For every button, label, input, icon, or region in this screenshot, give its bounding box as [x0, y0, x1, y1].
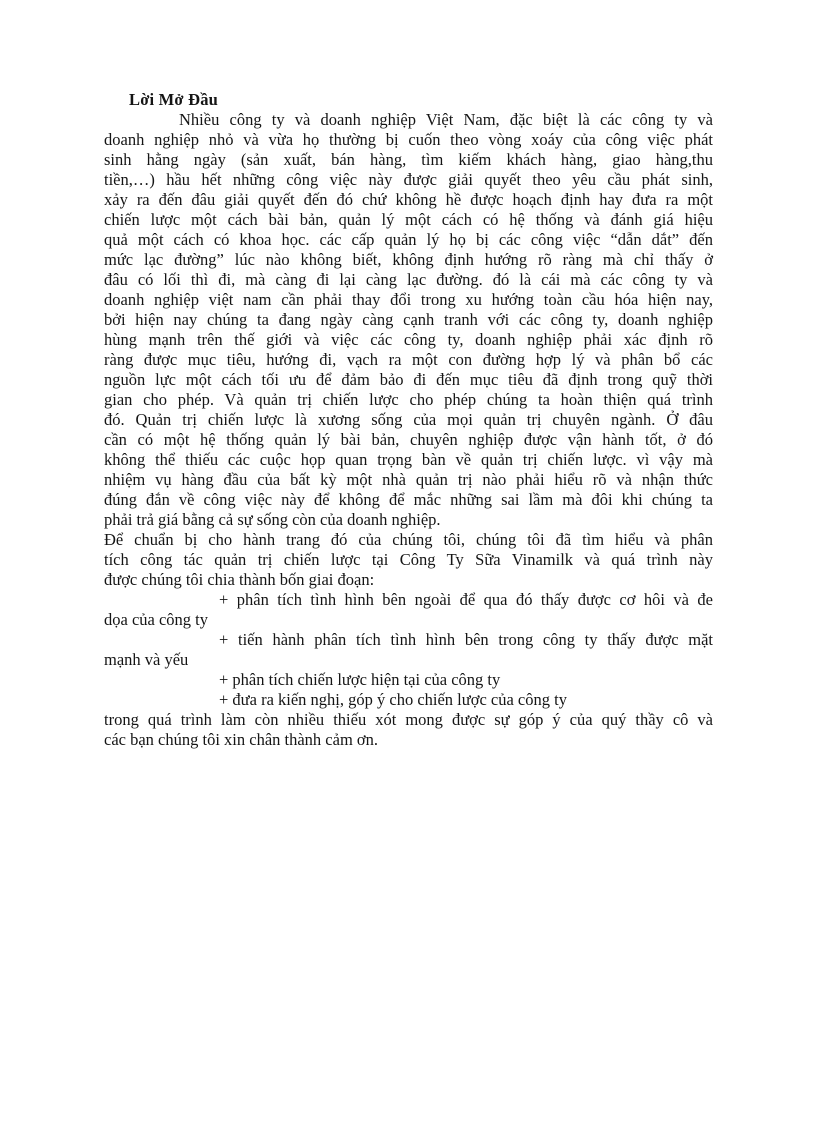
text-line: dọa của công ty: [104, 610, 209, 629]
text-line: gian cho phép. Và quản trị chiến lược cho phép chúng ta hoàn thiện quá trình: [104, 390, 713, 409]
text-line: đâu có lối thì đi, mà càng đi lại càng lạc đường. đó là cái mà các công ty và: [104, 270, 713, 289]
page-title: Lời Mở Đầu: [129, 90, 219, 109]
text-line: nhiệm vụ hàng đầu của bất kỳ một nhà quản trị nào phải hiểu rõ và nhận thức: [104, 470, 713, 489]
text-line: cần có một hệ thống quản lý bài bản, chuyên nghiệp được vận hành tốt, ở đó: [104, 430, 713, 449]
text-line: tiền,…) hầu hết những công việc này được giải quyết theo yêu cầu phát sinh,: [104, 170, 713, 189]
text-line: xảy ra đến đâu giải quyết đến đó chứ không hề được hoạch định hay đưa ra một: [104, 190, 713, 209]
text-line: doanh nghiệp việt nam cần phải thay đổi trong xu hướng toàn cầu hóa hiện nay,: [104, 290, 713, 309]
document-text: [104, 90, 713, 750]
text-line: + đưa ra kiến nghị, góp ý cho chiến lược của công ty: [219, 690, 567, 709]
text-line: sinh hằng ngày (sản xuất, bán hàng, tìm kiếm khách hàng, giao hàng,thu: [104, 150, 713, 169]
text-line: hùng mạnh trên thế giới và việc các công ty, doanh nghiệp phải xác định rõ: [104, 330, 713, 349]
text-line: mức lạc đường” lúc nào không biết, không định hướng rõ ràng mà chỉ thấy ở: [104, 250, 713, 269]
text-line: được chúng tôi chia thành bốn giai đoạn:: [104, 570, 375, 589]
text-line: đúng đắn về công việc này để không để mắc những sai lầm mà đôi khi chúng ta: [104, 490, 713, 509]
text-line: không thể thiếu các cuộc họp quan trọng bàn về quản trị chiến lược. vì vậy mà: [104, 450, 713, 469]
text-line: ràng được mục tiêu, hướng đi, vạch ra một con đường hợp lý và phân bổ các: [104, 350, 713, 369]
text-line: + phân tích tình hình bên ngoài để qua đó thấy được cơ hôi và đe: [219, 590, 713, 609]
text-line: doanh nghiệp nhỏ và vừa họ thường bị cuốn theo vòng xoáy của công việc phát: [104, 130, 713, 149]
text-line: trong quá trình làm còn nhiều thiếu xót mong được sự góp ý của quý thầy cô và: [104, 710, 713, 729]
text-line: phải trả giá bằng cả sự sống còn của doanh nghiệp.: [104, 510, 441, 529]
text-line: chiến lược một cách bài bản, quản lý một cách có hệ thống và đánh giá hiệu: [104, 210, 713, 229]
text-line: nguồn lực một cách tối ưu để đảm bảo đi đến mục tiêu đã định trong quỹ thời: [104, 370, 713, 389]
text-line: mạnh và yếu: [104, 650, 189, 669]
text-line: tích công tác quản trị chiến lược tại Công Ty Sữa Vinamilk và quá trình này: [104, 550, 713, 569]
text-line: đó. Quản trị chiến lược là xương sống của mọi quản trị chuyên ngành. Ở đâu: [104, 410, 713, 429]
text-line: quả một cách có khoa học. các cấp quản lý họ bị các công việc “dẫn dắt” đến: [104, 230, 713, 249]
text-line: + tiến hành phân tích tình hình bên trong công ty thấy được mặt: [219, 630, 713, 649]
text-line: bởi hiện nay chúng ta đang ngày càng cạnh tranh với các công ty, doanh nghiệp: [104, 310, 713, 329]
text-line: các bạn chúng tôi xin chân thành cảm ơn.: [104, 730, 379, 749]
text-line: Để chuẩn bị cho hành trang đó của chúng tôi, chúng tôi đã tìm hiểu và phân: [104, 530, 713, 549]
text-line: Nhiều công ty và doanh nghiệp Việt Nam, đặc biệt là các công ty và: [179, 110, 713, 129]
text-line: + phân tích chiến lược hiện tại của công ty: [219, 670, 501, 689]
